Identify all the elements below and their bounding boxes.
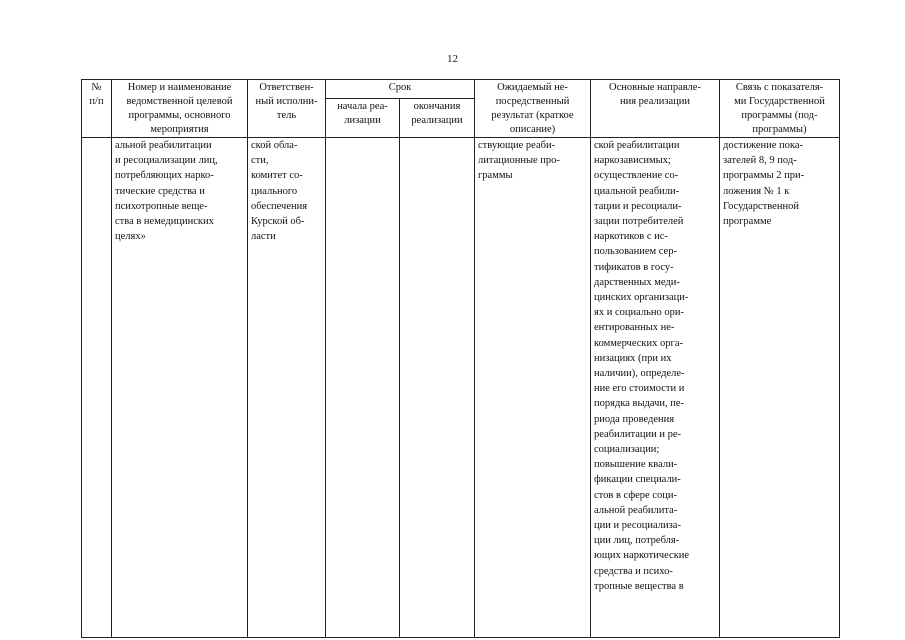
header-responsible xyxy=(248,80,326,138)
header-line: тель xyxy=(276,110,297,121)
cell-program-name-text xyxy=(115,138,244,244)
cell-line: альной реабилитации xyxy=(115,140,212,151)
cell-result xyxy=(475,138,591,638)
cell-line: ентированных не- xyxy=(594,322,675,334)
header-line: Номер и наименование xyxy=(127,82,232,93)
header-line: реализации xyxy=(411,115,463,127)
cell-line: тические средства и xyxy=(115,185,205,197)
header-line: ный исполни- xyxy=(255,96,318,107)
header-line: программы, основного xyxy=(128,110,231,121)
header-term-end xyxy=(400,99,475,138)
header-num-text xyxy=(85,81,108,109)
cell-line: средства и психо- xyxy=(594,565,673,577)
header-line: Ожидаемый не- xyxy=(497,82,568,93)
cell-program-name xyxy=(112,138,248,638)
cell-responsible-text xyxy=(251,138,322,244)
header-responsible-text xyxy=(251,81,322,123)
header-line: результат (краткое xyxy=(491,110,574,121)
cell-link xyxy=(720,138,840,638)
cell-line: ции лиц, потребля- xyxy=(594,535,680,547)
cell-line: тации и ресоциали- xyxy=(594,200,682,212)
header-term-start xyxy=(326,99,400,138)
cell-line: целях» xyxy=(115,231,146,243)
cell-line: граммы xyxy=(478,170,513,182)
cell-line: стов в сфере соци- xyxy=(594,489,677,501)
header-directions-text xyxy=(594,81,716,109)
header-program-name xyxy=(112,80,248,138)
header-num-text-line: № xyxy=(91,82,102,93)
cell-line: ции и ресоциализа- xyxy=(594,520,681,532)
cell-line: цинских организаци- xyxy=(594,292,689,304)
header-result xyxy=(475,80,591,138)
cell-line: ние его стоимости и xyxy=(594,383,685,395)
cell-line: пользованием сер- xyxy=(594,246,677,258)
cell-line: реабилитации и ре- xyxy=(594,428,682,440)
header-line: посредственный xyxy=(495,96,570,107)
cell-line: ющих наркотические xyxy=(594,550,690,562)
header-term: Срок xyxy=(326,80,475,99)
header-term-end-text xyxy=(403,100,471,128)
cell-term-start xyxy=(326,138,400,638)
cell-line: альной реабилита- xyxy=(594,504,678,516)
cell-line: литационные про- xyxy=(478,155,560,167)
cell-responsible xyxy=(248,138,326,638)
cell-line: повышение квали- xyxy=(594,459,678,471)
header-line: Связь с показателя- xyxy=(735,82,824,93)
cell-line: ствующие реаби- xyxy=(478,140,556,151)
cell-line: осуществление со- xyxy=(594,170,679,182)
header-line: начала реа- xyxy=(337,101,388,113)
header-line: Основные направле- xyxy=(609,82,701,93)
header-line: ведомственной целевой xyxy=(126,96,233,107)
header-line: ми Государственной xyxy=(734,96,825,107)
cell-line: ях и социально ори- xyxy=(594,307,684,319)
cell-line: дарственных меди- xyxy=(594,276,680,288)
header-line: программы (под- xyxy=(741,110,818,121)
header-term-start-text xyxy=(329,100,396,128)
cell-line: достижение пока- xyxy=(723,140,803,151)
header-program-name-text xyxy=(115,81,244,137)
cell-line: ложения № 1 к xyxy=(723,185,790,197)
cell-line: и ресоциализации лиц, xyxy=(115,155,218,167)
cell-line: программе xyxy=(723,216,772,228)
cell-line: порядка выдачи, пе- xyxy=(594,398,685,410)
header-num-text-line: п/п xyxy=(89,96,104,107)
cell-line: тификатов в госу- xyxy=(594,261,674,273)
cell-line: циальной реабили- xyxy=(594,185,680,197)
header-line: мероприятия xyxy=(150,124,209,135)
cell-line: ства в немедицинских xyxy=(115,216,214,228)
header-line: лизации xyxy=(344,115,381,127)
header-line: ния реализации xyxy=(619,96,690,107)
header-line: окончания xyxy=(413,101,461,113)
cell-line: сти, xyxy=(251,155,269,167)
table-row xyxy=(82,138,840,638)
header-num xyxy=(82,80,112,138)
cell-line: фикации специали- xyxy=(594,474,681,486)
cell-line: социализации; xyxy=(594,444,660,456)
page-number: 12 xyxy=(447,53,458,65)
cell-line: зации потребителей xyxy=(594,216,684,228)
cell-line: Курской об- xyxy=(251,216,305,228)
cell-line: низациях (при их xyxy=(594,352,672,364)
cell-line: наличии), определе- xyxy=(594,368,685,380)
cell-term-end xyxy=(400,138,475,638)
cell-line: циального xyxy=(251,185,298,197)
cell-line: Государственной xyxy=(723,200,799,212)
cell-line: риода проведения xyxy=(594,413,675,425)
cell-line: программы 2 при- xyxy=(723,170,805,182)
header-line: программы) xyxy=(752,124,807,135)
cell-line: наркотиков с ис- xyxy=(594,231,668,243)
header-line: описание) xyxy=(509,124,556,135)
cell-result-text xyxy=(478,138,587,184)
cell-line: комитет со- xyxy=(251,170,303,182)
cell-line: наркозависимых; xyxy=(594,155,671,167)
cell-num xyxy=(82,138,112,638)
cell-line: обеспечения xyxy=(251,200,308,212)
header-link xyxy=(720,80,840,138)
cell-line: ласти xyxy=(251,231,276,243)
cell-directions-text xyxy=(594,138,716,594)
cell-line: ской обла- xyxy=(251,140,298,151)
header-directions xyxy=(591,80,720,138)
header-line: Ответствен- xyxy=(259,82,314,93)
cell-line: психотропные веще- xyxy=(115,200,208,212)
header-link-text xyxy=(723,81,836,137)
cell-line: тропные вещества в xyxy=(594,580,684,592)
program-table xyxy=(81,79,840,638)
cell-line: ской реабилитации xyxy=(594,140,680,151)
cell-line: потребляющих нарко- xyxy=(115,170,214,182)
cell-line: зателей 8, 9 под- xyxy=(723,155,797,167)
cell-link-text xyxy=(723,138,836,229)
header-result-text xyxy=(478,81,587,137)
cell-directions xyxy=(591,138,720,638)
cell-line: коммерческих орга- xyxy=(594,337,683,349)
